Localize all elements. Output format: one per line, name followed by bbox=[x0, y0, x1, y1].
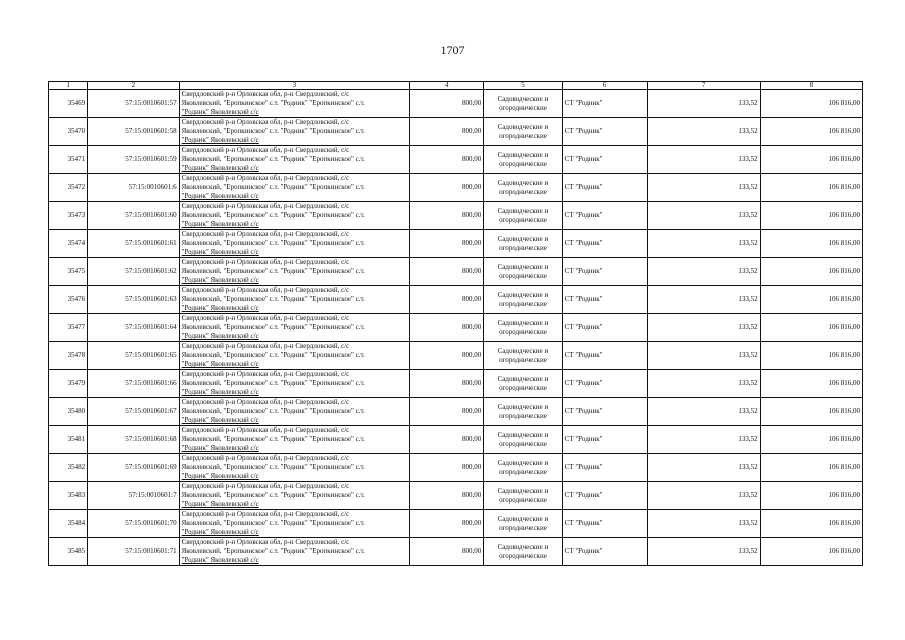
area-cell: 800,00 bbox=[410, 398, 484, 426]
cadastral-number-cell: 57:15:0010601:71 bbox=[88, 538, 179, 566]
owner-cell: СТ "Родник" bbox=[562, 118, 647, 146]
column-number-row bbox=[49, 82, 863, 90]
area-cell: 800,00 bbox=[410, 230, 484, 258]
row-number-cell: 35478 bbox=[49, 342, 88, 370]
table-row bbox=[49, 482, 863, 510]
address-line: "Родник" Яковлевский с/с bbox=[181, 472, 259, 480]
land-use-cell: Садоводческие и огороднические bbox=[484, 510, 562, 538]
land-use-cell: Садоводческие и огороднические bbox=[484, 454, 562, 482]
area-cell: 800,00 bbox=[410, 454, 484, 482]
address-line: Яковлевский, "Еропкинское" с.т. "Родник" "Еропкинское" с.т. bbox=[181, 463, 365, 471]
cadastral-number-cell: 57:15:0010601:6 bbox=[88, 174, 179, 202]
rate-cell: 133,52 bbox=[647, 202, 760, 230]
area-cell: 800,00 bbox=[410, 314, 484, 342]
address-cell bbox=[179, 370, 410, 398]
address-line: Яковлевский, "Еропкинское" с.т. "Родник" "Еропкинское" с.т. bbox=[181, 127, 365, 135]
row-number-cell: 35471 bbox=[49, 146, 88, 174]
land-use-cell: Садоводческие и огороднические bbox=[484, 538, 562, 566]
cadastral-number-cell: 57:15:0010601:57 bbox=[88, 90, 179, 118]
cadastral-value-cell: 106 816,00 bbox=[760, 538, 862, 566]
owner-cell: СТ "Родник" bbox=[562, 538, 647, 566]
address-line: Яковлевский, "Еропкинское" с.т. "Родник" "Еропкинское" с.т. bbox=[181, 407, 365, 415]
land-use-cell: Садоводческие и огороднические bbox=[484, 90, 562, 118]
cadastral-number-cell: 57:15:0010601:64 bbox=[88, 314, 179, 342]
rate-cell: 133,52 bbox=[647, 286, 760, 314]
rate-cell: 133,52 bbox=[647, 426, 760, 454]
address-line: Свердловский р-н Орловская обл, р-н Свердловский, с/с bbox=[181, 286, 350, 294]
owner-cell: СТ "Родник" bbox=[562, 230, 647, 258]
column-header: 5 bbox=[484, 82, 562, 90]
rate-cell: 133,52 bbox=[647, 258, 760, 286]
area-cell: 800,00 bbox=[410, 510, 484, 538]
address-line: "Родник" Яковлевский с/с bbox=[181, 332, 259, 340]
row-number-cell: 35474 bbox=[49, 230, 88, 258]
address-line: Яковлевский, "Еропкинское" с.т. "Родник" "Еропкинское" с.т. bbox=[181, 99, 365, 107]
address-cell bbox=[179, 118, 410, 146]
cadastral-number-cell: 57:15:0010601:69 bbox=[88, 454, 179, 482]
owner-cell: СТ "Родник" bbox=[562, 202, 647, 230]
owner-cell: СТ "Родник" bbox=[562, 342, 647, 370]
owner-cell: СТ "Родник" bbox=[562, 482, 647, 510]
cadastral-value-cell: 106 816,00 bbox=[760, 398, 862, 426]
table-row bbox=[49, 510, 863, 538]
table-row bbox=[49, 230, 863, 258]
table-row bbox=[49, 286, 863, 314]
land-use-cell: Садоводческие и огороднические bbox=[484, 482, 562, 510]
cadastral-number-cell: 57:15:0010601:62 bbox=[88, 258, 179, 286]
address-line: Свердловский р-н Орловская обл, р-н Свердловский, с/с bbox=[181, 454, 350, 462]
address-line: Свердловский р-н Орловская обл, р-н Свердловский, с/с bbox=[181, 538, 350, 546]
cadastral-number-cell: 57:15:0010601:63 bbox=[88, 286, 179, 314]
address-line: Яковлевский, "Еропкинское" с.т. "Родник" "Еропкинское" с.т. bbox=[181, 295, 365, 303]
area-cell: 800,00 bbox=[410, 426, 484, 454]
row-number-cell: 35472 bbox=[49, 174, 88, 202]
land-use-cell: Садоводческие и огороднические bbox=[484, 370, 562, 398]
address-cell bbox=[179, 258, 410, 286]
area-cell: 800,00 bbox=[410, 538, 484, 566]
area-cell: 800,00 bbox=[410, 342, 484, 370]
address-line: Свердловский р-н Орловская обл, р-н Свердловский, с/с bbox=[181, 146, 350, 154]
address-line: Свердловский р-н Орловская обл, р-н Свердловский, с/с bbox=[181, 482, 350, 490]
area-cell: 800,00 bbox=[410, 174, 484, 202]
address-line: Яковлевский, "Еропкинское" с.т. "Родник" "Еропкинское" с.т. bbox=[181, 323, 365, 331]
rate-cell: 133,52 bbox=[647, 342, 760, 370]
address-line: "Родник" Яковлевский с/с bbox=[181, 108, 259, 116]
land-use-cell: Садоводческие и огороднические bbox=[484, 314, 562, 342]
column-header: 1 bbox=[49, 82, 88, 90]
column-header: 3 bbox=[179, 82, 410, 90]
address-cell bbox=[179, 174, 410, 202]
land-use-cell: Садоводческие и огороднические bbox=[484, 146, 562, 174]
table-row bbox=[49, 426, 863, 454]
address-line: Яковлевский, "Еропкинское" с.т. "Родник" "Еропкинское" с.т. bbox=[181, 491, 365, 499]
address-cell bbox=[179, 426, 410, 454]
area-cell: 800,00 bbox=[410, 146, 484, 174]
cadastral-value-cell: 106 816,00 bbox=[760, 202, 862, 230]
cadastral-number-cell: 57:15:0010601:61 bbox=[88, 230, 179, 258]
address-line: Свердловский р-н Орловская обл, р-н Свердловский, с/с bbox=[181, 314, 350, 322]
address-line: Свердловский р-н Орловская обл, р-н Свердловский, с/с bbox=[181, 230, 350, 238]
rate-cell: 133,52 bbox=[647, 118, 760, 146]
address-line: Свердловский р-н Орловская обл, р-н Свердловский, с/с bbox=[181, 174, 350, 182]
address-line: "Родник" Яковлевский с/с bbox=[181, 164, 259, 172]
cadastral-value-cell: 106 816,00 bbox=[760, 146, 862, 174]
address-line: "Родник" Яковлевский с/с bbox=[181, 192, 259, 200]
table-row bbox=[49, 174, 863, 202]
address-line: "Родник" Яковлевский с/с bbox=[181, 136, 259, 144]
land-use-cell: Садоводческие и огороднические bbox=[484, 230, 562, 258]
row-number-cell: 35480 bbox=[49, 398, 88, 426]
land-use-cell: Садоводческие и огороднические bbox=[484, 118, 562, 146]
row-number-cell: 35470 bbox=[49, 118, 88, 146]
cadastral-number-cell: 57:15:0010601:58 bbox=[88, 118, 179, 146]
land-registry-table bbox=[48, 81, 863, 566]
column-header: 4 bbox=[410, 82, 484, 90]
table-row bbox=[49, 454, 863, 482]
column-header: 8 bbox=[760, 82, 862, 90]
rate-cell: 133,52 bbox=[647, 454, 760, 482]
table-row bbox=[49, 314, 863, 342]
column-header: 2 bbox=[88, 82, 179, 90]
cadastral-value-cell: 106 816,00 bbox=[760, 454, 862, 482]
table-row bbox=[49, 370, 863, 398]
address-line: Свердловский р-н Орловская обл, р-н Свердловский, с/с bbox=[181, 426, 350, 434]
table-row bbox=[49, 398, 863, 426]
cadastral-number-cell: 57:15:0010601:66 bbox=[88, 370, 179, 398]
address-line: Яковлевский, "Еропкинское" с.т. "Родник" "Еропкинское" с.т. bbox=[181, 547, 365, 555]
owner-cell: СТ "Родник" bbox=[562, 454, 647, 482]
area-cell: 800,00 bbox=[410, 202, 484, 230]
page-number: 1707 bbox=[440, 43, 465, 57]
owner-cell: СТ "Родник" bbox=[562, 146, 647, 174]
row-number-cell: 35469 bbox=[49, 90, 88, 118]
address-line: Яковлевский, "Еропкинское" с.т. "Родник" "Еропкинское" с.т. bbox=[181, 239, 365, 247]
address-line: "Родник" Яковлевский с/с bbox=[181, 528, 259, 536]
rate-cell: 133,52 bbox=[647, 510, 760, 538]
cadastral-number-cell: 57:15:0010601:59 bbox=[88, 146, 179, 174]
rate-cell: 133,52 bbox=[647, 538, 760, 566]
area-cell: 800,00 bbox=[410, 118, 484, 146]
rate-cell: 133,52 bbox=[647, 230, 760, 258]
owner-cell: СТ "Родник" bbox=[562, 510, 647, 538]
address-line: Свердловский р-н Орловская обл, р-н Свердловский, с/с bbox=[181, 202, 350, 210]
address-line: "Родник" Яковлевский с/с bbox=[181, 388, 259, 396]
address-line: "Родник" Яковлевский с/с bbox=[181, 360, 259, 368]
cadastral-number-cell: 57:15:0010601:7 bbox=[88, 482, 179, 510]
area-cell: 800,00 bbox=[410, 90, 484, 118]
owner-cell: СТ "Родник" bbox=[562, 370, 647, 398]
rate-cell: 133,52 bbox=[647, 146, 760, 174]
row-number-cell: 35483 bbox=[49, 482, 88, 510]
area-cell: 800,00 bbox=[410, 482, 484, 510]
cadastral-number-cell: 57:15:0010601:67 bbox=[88, 398, 179, 426]
row-number-cell: 35485 bbox=[49, 538, 88, 566]
address-line: "Родник" Яковлевский с/с bbox=[181, 556, 259, 564]
owner-cell: СТ "Родник" bbox=[562, 398, 647, 426]
cadastral-number-cell: 57:15:0010601:68 bbox=[88, 426, 179, 454]
rate-cell: 133,52 bbox=[647, 314, 760, 342]
row-number-cell: 35482 bbox=[49, 454, 88, 482]
land-use-cell: Садоводческие и огороднические bbox=[484, 174, 562, 202]
address-line: "Родник" Яковлевский с/с bbox=[181, 416, 259, 424]
rate-cell: 133,52 bbox=[647, 370, 760, 398]
cadastral-value-cell: 106 816,00 bbox=[760, 230, 862, 258]
cadastral-value-cell: 106 816,00 bbox=[760, 426, 862, 454]
column-header: 6 bbox=[562, 82, 647, 90]
cadastral-value-cell: 106 816,00 bbox=[760, 286, 862, 314]
address-line: Свердловский р-н Орловская обл, р-н Свердловский, с/с bbox=[181, 258, 350, 266]
owner-cell: СТ "Родник" bbox=[562, 426, 647, 454]
address-line: Свердловский р-н Орловская обл, р-н Свердловский, с/с bbox=[181, 398, 350, 406]
address-cell bbox=[179, 286, 410, 314]
owner-cell: СТ "Родник" bbox=[562, 314, 647, 342]
table-row bbox=[49, 202, 863, 230]
cadastral-value-cell: 106 816,00 bbox=[760, 482, 862, 510]
rate-cell: 133,52 bbox=[647, 482, 760, 510]
cadastral-number-cell: 57:15:0010601:60 bbox=[88, 202, 179, 230]
cadastral-value-cell: 106 816,00 bbox=[760, 118, 862, 146]
area-cell: 800,00 bbox=[410, 258, 484, 286]
address-line: Яковлевский, "Еропкинское" с.т. "Родник" "Еропкинское" с.т. bbox=[181, 351, 365, 359]
table-row bbox=[49, 258, 863, 286]
cadastral-number-cell: 57:15:0010601:65 bbox=[88, 342, 179, 370]
rate-cell: 133,52 bbox=[647, 174, 760, 202]
address-line: "Родник" Яковлевский с/с bbox=[181, 220, 259, 228]
address-cell bbox=[179, 202, 410, 230]
address-line: "Родник" Яковлевский с/с bbox=[181, 248, 259, 256]
address-line: Яковлевский, "Еропкинское" с.т. "Родник" "Еропкинское" с.т. bbox=[181, 379, 365, 387]
column-header: 7 bbox=[647, 82, 760, 90]
owner-cell: СТ "Родник" bbox=[562, 258, 647, 286]
land-use-cell: Садоводческие и огороднические bbox=[484, 286, 562, 314]
land-use-cell: Садоводческие и огороднические bbox=[484, 258, 562, 286]
cadastral-value-cell: 106 816,00 bbox=[760, 90, 862, 118]
address-line: "Родник" Яковлевский с/с bbox=[181, 304, 259, 312]
table-row bbox=[49, 146, 863, 174]
row-number-cell: 35475 bbox=[49, 258, 88, 286]
address-line: "Родник" Яковлевский с/с bbox=[181, 444, 259, 452]
owner-cell: СТ "Родник" bbox=[562, 174, 647, 202]
address-cell bbox=[179, 482, 410, 510]
cadastral-value-cell: 106 816,00 bbox=[760, 258, 862, 286]
row-number-cell: 35481 bbox=[49, 426, 88, 454]
address-line: Свердловский р-н Орловская обл, р-н Свердловский, с/с bbox=[181, 510, 350, 518]
table-body bbox=[49, 82, 863, 566]
cadastral-value-cell: 106 816,00 bbox=[760, 342, 862, 370]
address-cell bbox=[179, 314, 410, 342]
rate-cell: 133,52 bbox=[647, 90, 760, 118]
address-line: Яковлевский, "Еропкинское" с.т. "Родник" "Еропкинское" с.т. bbox=[181, 267, 365, 275]
table-row bbox=[49, 342, 863, 370]
table-row bbox=[49, 118, 863, 146]
address-line: Яковлевский, "Еропкинское" с.т. "Родник" "Еропкинское" с.т. bbox=[181, 155, 365, 163]
row-number-cell: 35473 bbox=[49, 202, 88, 230]
land-use-cell: Садоводческие и огороднические bbox=[484, 202, 562, 230]
address-cell bbox=[179, 90, 410, 118]
address-line: Свердловский р-н Орловская обл, р-н Свердловский, с/с bbox=[181, 118, 350, 126]
row-number-cell: 35476 bbox=[49, 286, 88, 314]
cadastral-value-cell: 106 816,00 bbox=[760, 510, 862, 538]
land-use-cell: Садоводческие и огороднические bbox=[484, 426, 562, 454]
cadastral-number-cell: 57:15:0010601:70 bbox=[88, 510, 179, 538]
area-cell: 800,00 bbox=[410, 286, 484, 314]
land-use-cell: Садоводческие и огороднические bbox=[484, 342, 562, 370]
address-cell bbox=[179, 538, 410, 566]
area-cell: 800,00 bbox=[410, 370, 484, 398]
address-cell bbox=[179, 342, 410, 370]
cadastral-value-cell: 106 816,00 bbox=[760, 314, 862, 342]
row-number-cell: 35477 bbox=[49, 314, 88, 342]
address-line: Яковлевский, "Еропкинское" с.т. "Родник" "Еропкинское" с.т. bbox=[181, 183, 365, 191]
address-cell bbox=[179, 146, 410, 174]
row-number-cell: 35484 bbox=[49, 510, 88, 538]
address-line: Яковлевский, "Еропкинское" с.т. "Родник" "Еропкинское" с.т. bbox=[181, 211, 365, 219]
address-cell bbox=[179, 454, 410, 482]
cadastral-value-cell: 106 816,00 bbox=[760, 174, 862, 202]
rate-cell: 133,52 bbox=[647, 398, 760, 426]
cadastral-value-cell: 106 816,00 bbox=[760, 370, 862, 398]
address-line: Свердловский р-н Орловская обл, р-н Свердловский, с/с bbox=[181, 90, 350, 98]
land-use-cell: Садоводческие и огороднические bbox=[484, 398, 562, 426]
address-line: "Родник" Яковлевский с/с bbox=[181, 276, 259, 284]
address-line: Яковлевский, "Еропкинское" с.т. "Родник" "Еропкинское" с.т. bbox=[181, 519, 365, 527]
table-row bbox=[49, 538, 863, 566]
address-cell bbox=[179, 510, 410, 538]
address-cell bbox=[179, 398, 410, 426]
address-line: Свердловский р-н Орловская обл, р-н Свердловский, с/с bbox=[181, 342, 350, 350]
address-line: Яковлевский, "Еропкинское" с.т. "Родник" "Еропкинское" с.т. bbox=[181, 435, 365, 443]
owner-cell: СТ "Родник" bbox=[562, 286, 647, 314]
address-line: Свердловский р-н Орловская обл, р-н Свердловский, с/с bbox=[181, 370, 350, 378]
owner-cell: СТ "Родник" bbox=[562, 90, 647, 118]
address-line: "Родник" Яковлевский с/с bbox=[181, 500, 259, 508]
row-number-cell: 35479 bbox=[49, 370, 88, 398]
table-row bbox=[49, 90, 863, 118]
address-cell bbox=[179, 230, 410, 258]
